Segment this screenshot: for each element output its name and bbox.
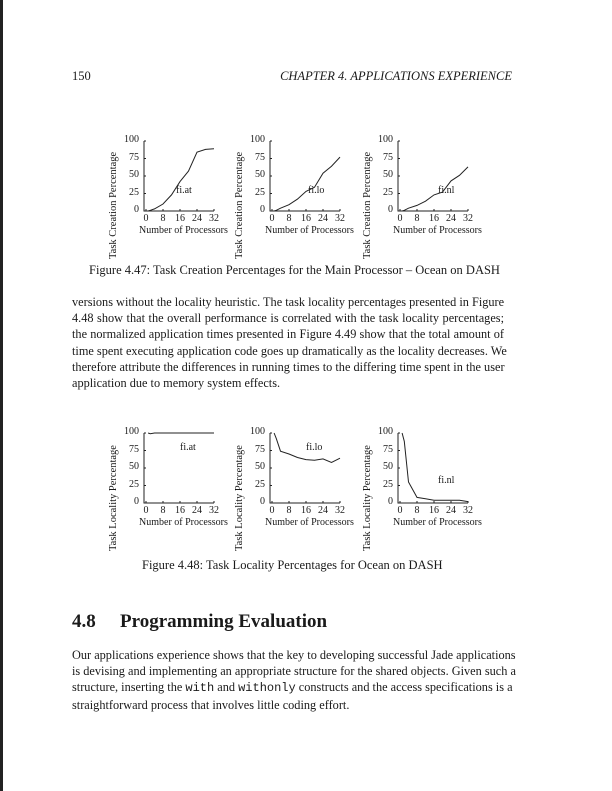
y-tick-label: 100 [378, 134, 393, 145]
x-tick-label: 16 [301, 213, 311, 224]
x-tick-label: 16 [429, 505, 439, 516]
x-axis-label: Number of Processors [393, 517, 482, 528]
text-line: the normalized application times presented in Figure 4.49 show that the total amount of [72, 327, 504, 342]
y-axis-label: Task Locality Percentage [108, 445, 119, 551]
plot-area [270, 141, 344, 215]
section-title: Programming Evaluation [120, 611, 328, 632]
text-line: application due to memory system effects. [72, 376, 281, 391]
x-tick-label: 24 [192, 213, 202, 224]
x-tick-label: 0 [269, 505, 275, 516]
x-tick-label: 0 [269, 213, 275, 224]
x-axis-label: Number of Processors [139, 225, 228, 236]
text-line: Our applications experience shows that the key to developing successful Jade applications [72, 648, 516, 662]
text-line: 4.48 show that the overall performance is correlated with the task locality percentages; [72, 311, 504, 326]
body-paragraph-2 [72, 647, 516, 713]
x-tick-label: 8 [414, 505, 420, 516]
x-tick-label: 0 [143, 505, 149, 516]
x-tick-label: 32 [209, 505, 219, 516]
text: and [214, 680, 239, 695]
y-axis-label: Task Creation Percentage [234, 151, 245, 259]
x-axis-label: Number of Processors [393, 225, 482, 236]
data-line [148, 149, 214, 211]
x-axis-label: Number of Processors [265, 517, 354, 528]
series-label: fi.nl [438, 475, 455, 486]
plot-area [144, 433, 218, 507]
y-tick-label: 50 [383, 169, 393, 180]
text-line: is devising and implementing an appropriate structure for the shared objects. Given such a [72, 664, 516, 679]
figure-4-48-caption: Figure 4.48: Task Locality Percentages for Ocean on DASH [142, 558, 443, 572]
page-edge-scan-border [0, 0, 3, 791]
y-tick-label: 100 [250, 426, 265, 437]
x-tick-label: 24 [446, 213, 456, 224]
plot-area [270, 433, 344, 507]
y-tick-label: 0 [388, 204, 393, 215]
y-tick-label: 50 [255, 169, 265, 180]
plot-area [398, 433, 472, 507]
series-label: fi.lo [308, 185, 325, 196]
text-line: versions without the locality heuristic. The task locality percentages presented in Figure [72, 295, 505, 309]
plot-area [144, 141, 218, 215]
x-tick-label: 16 [429, 213, 439, 224]
axes [270, 433, 340, 503]
y-tick-label: 100 [124, 426, 139, 437]
text-line: time spent executing application code goes up dramatically as the locality decreases. We [72, 343, 507, 358]
y-tick-label: 75 [383, 151, 393, 163]
data-line [148, 433, 214, 434]
text-line: straightforward process that involves little coding effort. [72, 697, 350, 712]
x-tick-label: 32 [463, 213, 473, 224]
axes [398, 141, 468, 211]
y-tick-label: 0 [260, 204, 265, 215]
data-line [274, 433, 340, 462]
code-keyword-withonly: withonly [238, 681, 296, 696]
y-tick-label: 0 [134, 204, 139, 215]
x-tick-label: 16 [175, 213, 185, 224]
x-tick-label: 24 [318, 505, 328, 516]
text-line: therefore attribute the differences in running times to the differing time spent in the user [72, 359, 505, 374]
axes [398, 433, 468, 503]
y-tick-label: 50 [383, 461, 393, 472]
y-tick-label: 50 [255, 461, 265, 472]
plot-area [398, 141, 472, 215]
series-label: fi.lo [306, 442, 323, 453]
y-axis-label: Task Creation Percentage [362, 151, 373, 259]
text: structure, inserting the [72, 680, 186, 695]
axes [144, 141, 214, 211]
x-axis-label: Number of Processors [265, 225, 354, 236]
x-tick-label: 24 [192, 505, 202, 516]
y-tick-label: 75 [255, 443, 265, 455]
data-line [402, 167, 468, 211]
y-tick-label: 50 [129, 461, 139, 472]
y-tick-label: 0 [134, 496, 139, 507]
x-tick-label: 8 [414, 213, 420, 224]
y-tick-label: 25 [129, 478, 139, 490]
x-tick-label: 32 [463, 505, 473, 516]
data-line [274, 157, 340, 211]
x-axis-label: Number of Processors [139, 517, 228, 528]
x-tick-label: 0 [397, 213, 403, 224]
x-tick-label: 32 [335, 213, 345, 224]
body-paragraph-1 [72, 294, 507, 391]
x-tick-label: 16 [175, 505, 185, 516]
x-tick-label: 32 [209, 213, 219, 224]
y-tick-label: 50 [129, 169, 139, 180]
y-tick-label: 75 [129, 443, 139, 455]
axes [144, 433, 214, 503]
y-tick-label: 25 [383, 478, 393, 490]
y-tick-label: 100 [124, 134, 139, 145]
y-tick-label: 75 [383, 443, 393, 455]
x-tick-label: 0 [143, 213, 149, 224]
x-tick-label: 8 [160, 505, 166, 516]
code-keyword-with: with [185, 681, 215, 696]
x-tick-label: 0 [397, 505, 403, 516]
data-line [402, 433, 468, 502]
x-tick-label: 32 [335, 505, 345, 516]
y-tick-label: 25 [255, 186, 265, 198]
series-label: fi.at [180, 442, 196, 453]
x-tick-label: 24 [446, 505, 456, 516]
text-line [72, 679, 513, 696]
section-heading [72, 611, 327, 633]
y-tick-label: 75 [255, 151, 265, 163]
axes [270, 141, 340, 211]
y-axis-label: Task Locality Percentage [362, 445, 373, 551]
y-tick-label: 100 [250, 134, 265, 145]
series-label: fi.at [176, 185, 192, 196]
x-tick-label: 8 [160, 213, 166, 224]
y-tick-label: 100 [378, 426, 393, 437]
x-tick-label: 16 [301, 505, 311, 516]
y-tick-label: 75 [129, 151, 139, 163]
y-tick-label: 25 [255, 478, 265, 490]
text: constructs and the access specifications is a [295, 680, 513, 695]
figure-4-47-caption: Figure 4.47: Task Creation Percentages for the Main Processor – Ocean on DASH [89, 263, 500, 277]
x-tick-label: 8 [286, 213, 292, 224]
series-label: fi.nl [438, 185, 455, 196]
x-tick-label: 24 [318, 213, 328, 224]
y-axis-label: Task Creation Percentage [108, 151, 119, 259]
x-tick-label: 8 [286, 505, 292, 516]
chapter-title: CHAPTER 4. APPLICATIONS EXPERIENCE [280, 69, 512, 83]
y-tick-label: 0 [260, 496, 265, 507]
y-tick-label: 25 [383, 186, 393, 198]
page-number: 150 [72, 69, 91, 83]
y-tick-label: 0 [388, 496, 393, 507]
section-number: 4.8 [72, 611, 96, 632]
y-tick-label: 25 [129, 186, 139, 198]
y-axis-label: Task Locality Percentage [234, 445, 245, 551]
